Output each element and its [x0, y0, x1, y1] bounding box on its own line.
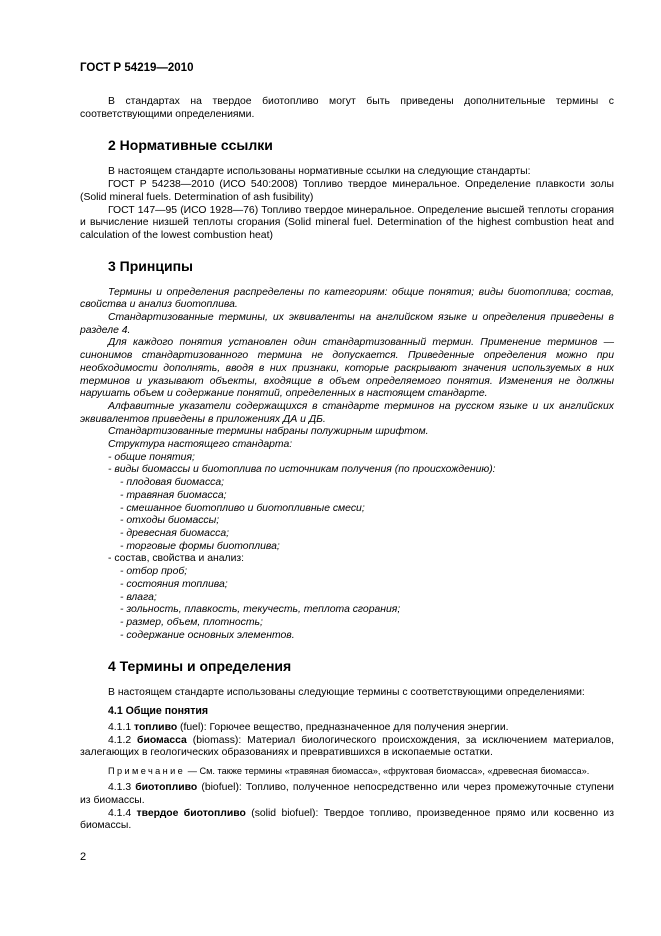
sec3-para-2: Стандартизованные термины, их эквиваленты на английском языке и определения приведены в разделе 4.: [80, 312, 614, 336]
term-name: топливо: [134, 722, 178, 734]
list-item: - содержание основных элементов.: [120, 629, 295, 641]
list-item: - состояния топлива;: [120, 578, 228, 590]
list-item: - плодовая биомасса;: [120, 477, 224, 489]
section-4-title: 4 Термины и определения: [108, 658, 292, 675]
sec3-para-3: Для каждого понятия установлен один стандартизованный термин. Применение терминов — синонимов стандартизованного термина не допускается. Приведенные определения можно при необходимости дополнять, вводя в них признаки, которые раскрывают значения используемых в них терминов и указывают объекты, входящие в объем определяемого понятия. Изменения не должны нарушать объем и содержание понятий, определенных в настоящем стандарте.: [80, 337, 614, 400]
term-definition: (fuel): Горючее вещество, предназначенное для получения энергии.: [177, 722, 509, 734]
section-2-title: 2 Нормативные ссылки: [108, 137, 273, 154]
list-item: - травяная биомасса;: [120, 489, 227, 501]
term-4-1-3: [80, 782, 614, 807]
list-item: - состав, свойства и анализ:: [108, 553, 245, 565]
sec2-para-1: В настоящем стандарте использованы нормативные ссылки на следующие стандарты:: [108, 166, 531, 178]
list-item: - общие понятия;: [108, 451, 195, 463]
list-item: - торговые формы биотоплива;: [120, 540, 280, 552]
term-number: 4.1.3: [108, 782, 136, 794]
term-name: биотопливо: [135, 782, 198, 794]
page-number: 2: [80, 851, 87, 863]
note-text: — См. также термины «травяная биомасса», «фруктовая биомасса», «древесная биомасса».: [185, 766, 590, 777]
term-4-1-1: [80, 722, 614, 735]
list-item: - зольность, плавкость, текучесть, теплота сгорания;: [120, 604, 401, 616]
document-header: ГОСТ Р 54219—2010: [80, 62, 194, 74]
term-number: 4.1.2: [108, 734, 138, 746]
sec2-para-3: ГОСТ 147—95 (ИСО 1928—76) Топливо твердое минеральное. Определение высшей теплоты сгорания и вычисление низшей теплоты сгорания (Solid mineral fuel. Determination of the highest combustion heat and calculation of the lowest combustion heat): [80, 204, 614, 241]
sec4-para-1: В настоящем стандарте использованы следующие термины с соответствующими определениями:: [108, 687, 585, 699]
list-item: - виды биомассы и биотоплива по источникам получения (по происхождению):: [108, 464, 496, 476]
intro-paragraph: В стандартах на твердое биотопливо могут быть приведены дополнительные термины с соответствующими определениями.: [80, 96, 614, 120]
list-item: - отбор проб;: [120, 566, 188, 578]
list-item: - древесная биомасса;: [120, 527, 229, 539]
list-item: - смешанное биотопливо и биотопливные смеси;: [120, 502, 365, 514]
term-4-1-2: [80, 735, 614, 760]
term-definition: (biofuel): Топливо, полученное непосредственно или через промежуточные ступени из биомассы.: [80, 782, 614, 806]
term-4-1-4: [80, 808, 614, 833]
sec2-para-2: ГОСТ Р 54238—2010 (ИСО 540:2008) Топливо твердое минеральное. Определение плавкости золы (Solid mineral fuels. Determination of ash fusibility): [80, 179, 614, 203]
term-name: твердое биотопливо: [136, 807, 246, 819]
term-definition: (biomass): Материал биологического происхождения, за исключением материалов, залегающих в геологических образованиях и превратившихся в ископаемые остатки.: [80, 734, 614, 759]
page-body: [80, 96, 614, 833]
sec3-para-5: Стандартизованные термины набраны полужирным шрифтом.: [108, 426, 429, 438]
list-item: - отходы биомассы;: [120, 515, 220, 527]
sec3-para-1: Термины и определения распределены по категориям: общие понятия; виды биотоплива; состав, свойства и анализ биотоплива.: [80, 286, 614, 311]
subsection-4-1-title: 4.1 Общие понятия: [108, 705, 209, 718]
term-name: биомасса: [137, 734, 187, 746]
list-item: - размер, объем, плотность;: [120, 616, 263, 628]
term-number: 4.1.1: [108, 722, 134, 734]
note-label: Примечание: [108, 766, 186, 777]
list-item: - влага;: [120, 591, 157, 603]
section-3-title: 3 Принципы: [108, 257, 193, 274]
sec3-para-4: Алфавитные указатели содержащихся в стандарте терминов на русском языке и их английских эквивалентов приведены в приложениях ДА и ДБ.: [80, 400, 614, 425]
term-definition: (solid biofuel): Твердое топливо, произведенное прямо или косвенно из биомассы.: [80, 807, 614, 832]
note: [80, 765, 614, 777]
sec3-para-6: Структура настоящего стандарта:: [108, 439, 293, 451]
term-number: 4.1.4: [108, 807, 137, 819]
